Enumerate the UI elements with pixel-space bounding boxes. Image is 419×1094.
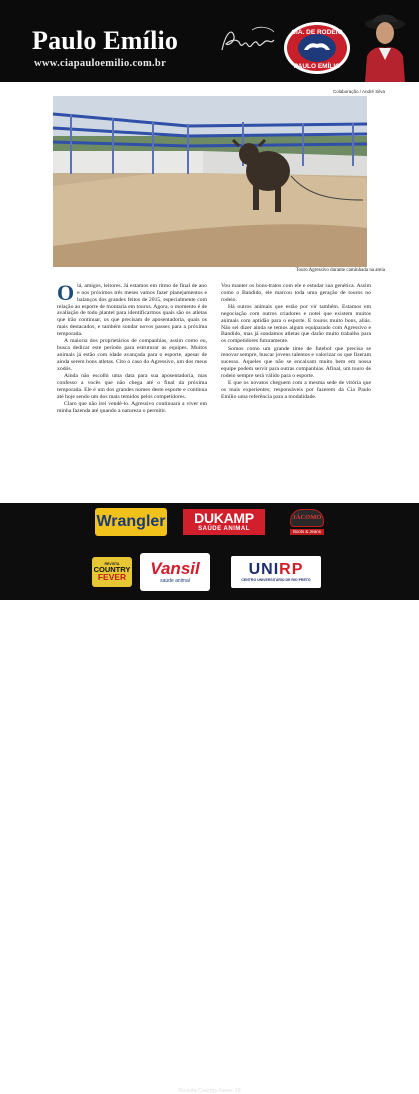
article-paragraph: E que os novatos cheguem com a mesma sede de vitória que os mais experientes; responsáveis por fazerem da Cia Paulo Emílio uma referência para a modalidade.	[221, 380, 371, 400]
wrangler-logo: Wrangler	[95, 508, 167, 536]
dukamp-logo: DUKAMP SAÚDE ANIMAL	[183, 509, 265, 535]
article-paragraph: Somos como um grande time de futebol que precisa se renovar sempre, buscar jovens talentos e valorizar os que fizeram sucesso. Aqueles que não se encaixam muito bem em nossa equipe podem servir para outras companhias. Afinal, um touro de rodeio sempre será válido para o esporte.	[221, 345, 371, 379]
article-column-left	[57, 280, 207, 415]
article-paragraph: Olá, amigos, leitores. Já estamos em ritmo de final de ano e nos próximos três meses vamos fazer planejamentos e balanços dos grandes feitos de 2015, especialmente com relação ao esporte de montaria em touros. Agora, o momento é de avaliação de todo plantel para identificarmos quais são os atletas que irão continuar, os que precisam de aposentadoria, quais os mais destacados, e também sondar novos passes para a próxima temporada.	[57, 280, 207, 337]
article-column-right	[221, 283, 371, 401]
article-paragraph: Há outros animais que estão por vir também. Estamos em negociação com outros criadores e notei que existem muitos animais com aptidão para o esporte. E touros muito bons, aliás. Não sei dizer ainda se temos algum equiparado com Agressivo e Bandido, mas já sondamos atletas que darão muito trabalho para os competidores futuramente.	[221, 304, 371, 345]
header-website: www.ciapauloemilio.com.br	[34, 58, 167, 69]
country-fever-logo: REVISTA COUNTRY FEVER	[92, 557, 132, 587]
logo-bottom-text: PAULO EMÍLIO	[293, 63, 341, 70]
photo-credit: Colaboração / André Silva	[332, 89, 385, 94]
page-header	[0, 0, 419, 82]
unirp-logo: UNIRP CENTRO UNIVERSITÁRIO DE RIO PRETO	[231, 556, 321, 588]
drop-cap: O	[57, 280, 75, 305]
author-portrait	[357, 6, 413, 82]
page-number: Revista Country Fever 18	[178, 1088, 241, 1094]
jacomo-logo: JÁCOMO Boots & Jeans	[283, 505, 331, 538]
bull-photo	[53, 96, 367, 267]
photo-caption: Touro Agressivo durante caminhada na areia	[295, 268, 385, 273]
article-paragraph: Ainda não escolhi uma data para sua aposentadoria, mas confesso a vocês que não chega até o final da próxima temporada. Ele é um dos grandes nomes deste esporte e continua até hoje sendo um dos mais temidos pelos competidores.	[57, 372, 207, 400]
article-paragraph: Claro que não irei vendê-lo. Agressivo continuará a viver em minha fazenda até quando a natureza o permitir.	[57, 400, 207, 414]
cia-rodeio-logo	[282, 20, 352, 76]
signature-image	[218, 22, 278, 62]
header-title: Paulo Emílio	[32, 26, 179, 55]
logo-top-text: CIA. DE RODEIO	[291, 29, 343, 36]
article-paragraph: A maioria dos proprietários de companhias, assim como eu, busca dedicar este período para estruturar as equipes. Muitos animais já estão com idade avançada para o esporte, apesar de ainda serem bons atletas. Cito o caso do Agressivo, um dos meus xodós.	[57, 338, 207, 372]
vansil-logo: Vansil saúde animal	[140, 553, 210, 591]
sponsors-bar	[0, 503, 419, 1094]
article-paragraph: Vou manter os bons-tratos com ele e estudar sua genética. Assim como o Bandido, ele marcou toda uma geração de touros no rodeio.	[221, 283, 371, 303]
